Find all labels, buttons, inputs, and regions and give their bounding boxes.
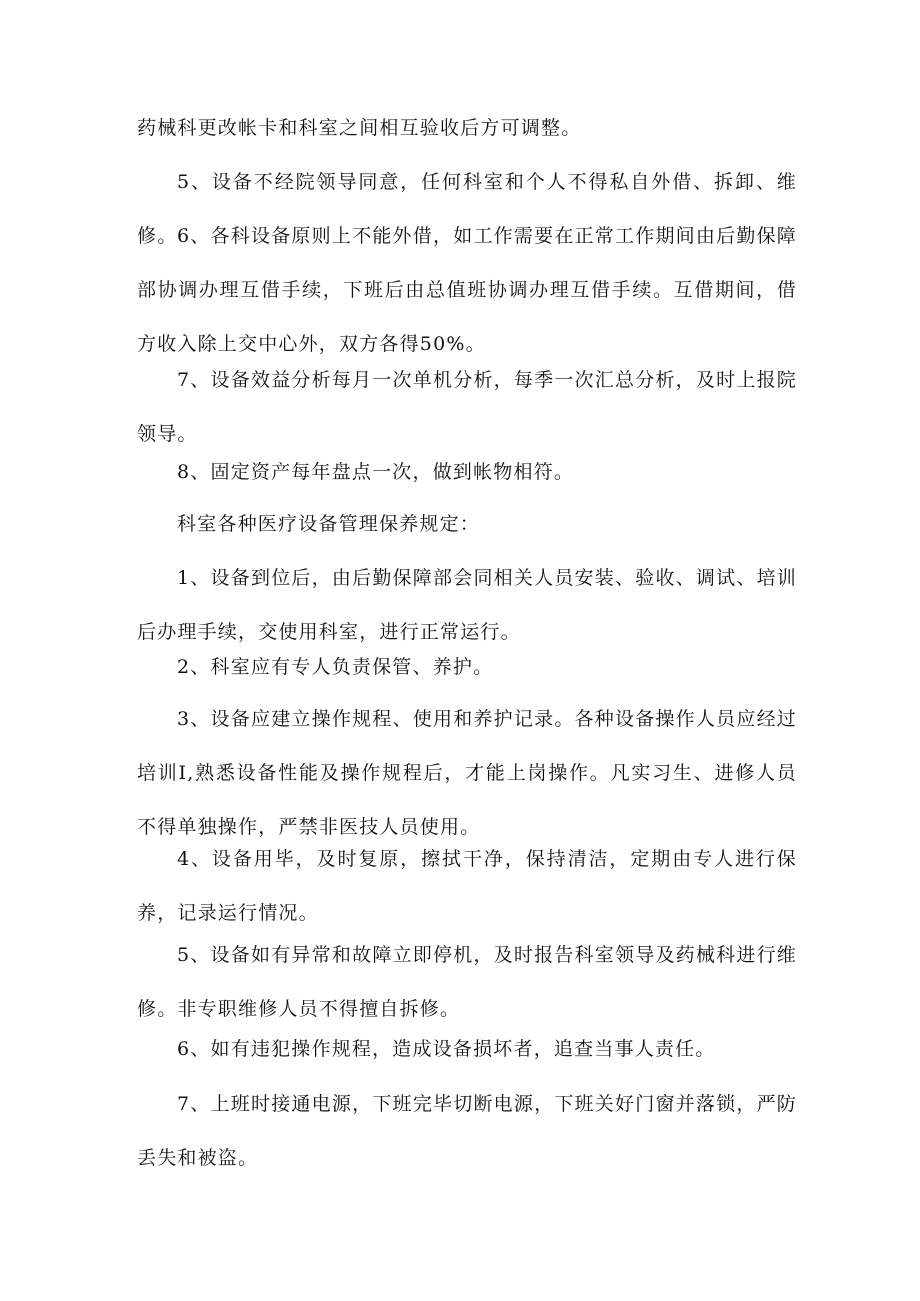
paragraph-item-8-inventory: 8、固定资产每年盘点一次，做到帐物相符。 <box>177 461 575 483</box>
paragraph-item-5-lending: 5、设备不经院领导同意，任何科室和个人不得私自外借、拆卸、维修。 <box>137 171 797 247</box>
paragraph-rule-6-responsibility: 6、如有违犯操作规程，造成设备损坏者，追查当事人责任。 <box>177 1038 716 1060</box>
paragraph-rule-7-power: 7、上班时接通电源，下班完毕切断电源，下班关好门窗并落锁，严防丢失和被盗。 <box>137 1093 797 1169</box>
paragraph-rule-2-custody: 2、科室应有专人负责保管、养护。 <box>177 656 494 678</box>
paragraph-rule-4-cleaning: 4、设备用毕，及时复原，擦拭干净，保持清洁，定期由专人进行保养，记录运行情况。 <box>137 848 797 924</box>
paragraph-item-6-borrowing: 6、各科设备原则上不能外借，如工作需要在正常工作期间由后勤保障部协调办理互借手续，下班后由总值班协调办理互借手续。互借期间，借方收入除上交中心外，双方各得50%。 <box>137 225 797 355</box>
section-heading-maintenance-rules: 科室各种医疗设备管理保养规定： <box>177 513 481 535</box>
paragraph-item-7-analysis: 7、设备效益分析每月一次单机分析，每季一次汇总分析，及时上报院领导。 <box>137 369 797 445</box>
paragraph-continuation: 药械科更改帐卡和科室之间相互验收后方可调整。 <box>137 117 582 139</box>
paragraph-rule-3-operation: 3、设备应建立操作规程、使用和养护记录。各种设备操作人员应经过培训I,熟悉设备性能及操作规程后，才能上岗操作。凡实习生、进修人员不得单独操作，严禁非医技人员使用。 <box>137 708 797 838</box>
paragraph-rule-1-installation: 1、设备到位后，由后勤保障部会同相关人员安装、验收、调试、培训后办理手续，交使用科室，进行正常运行。 <box>137 567 797 643</box>
paragraph-rule-5-fault: 5、设备如有异常和故障立即停机，及时报告科室领导及药械科进行维修。非专职维修人员不得擅自拆修。 <box>137 944 797 1020</box>
